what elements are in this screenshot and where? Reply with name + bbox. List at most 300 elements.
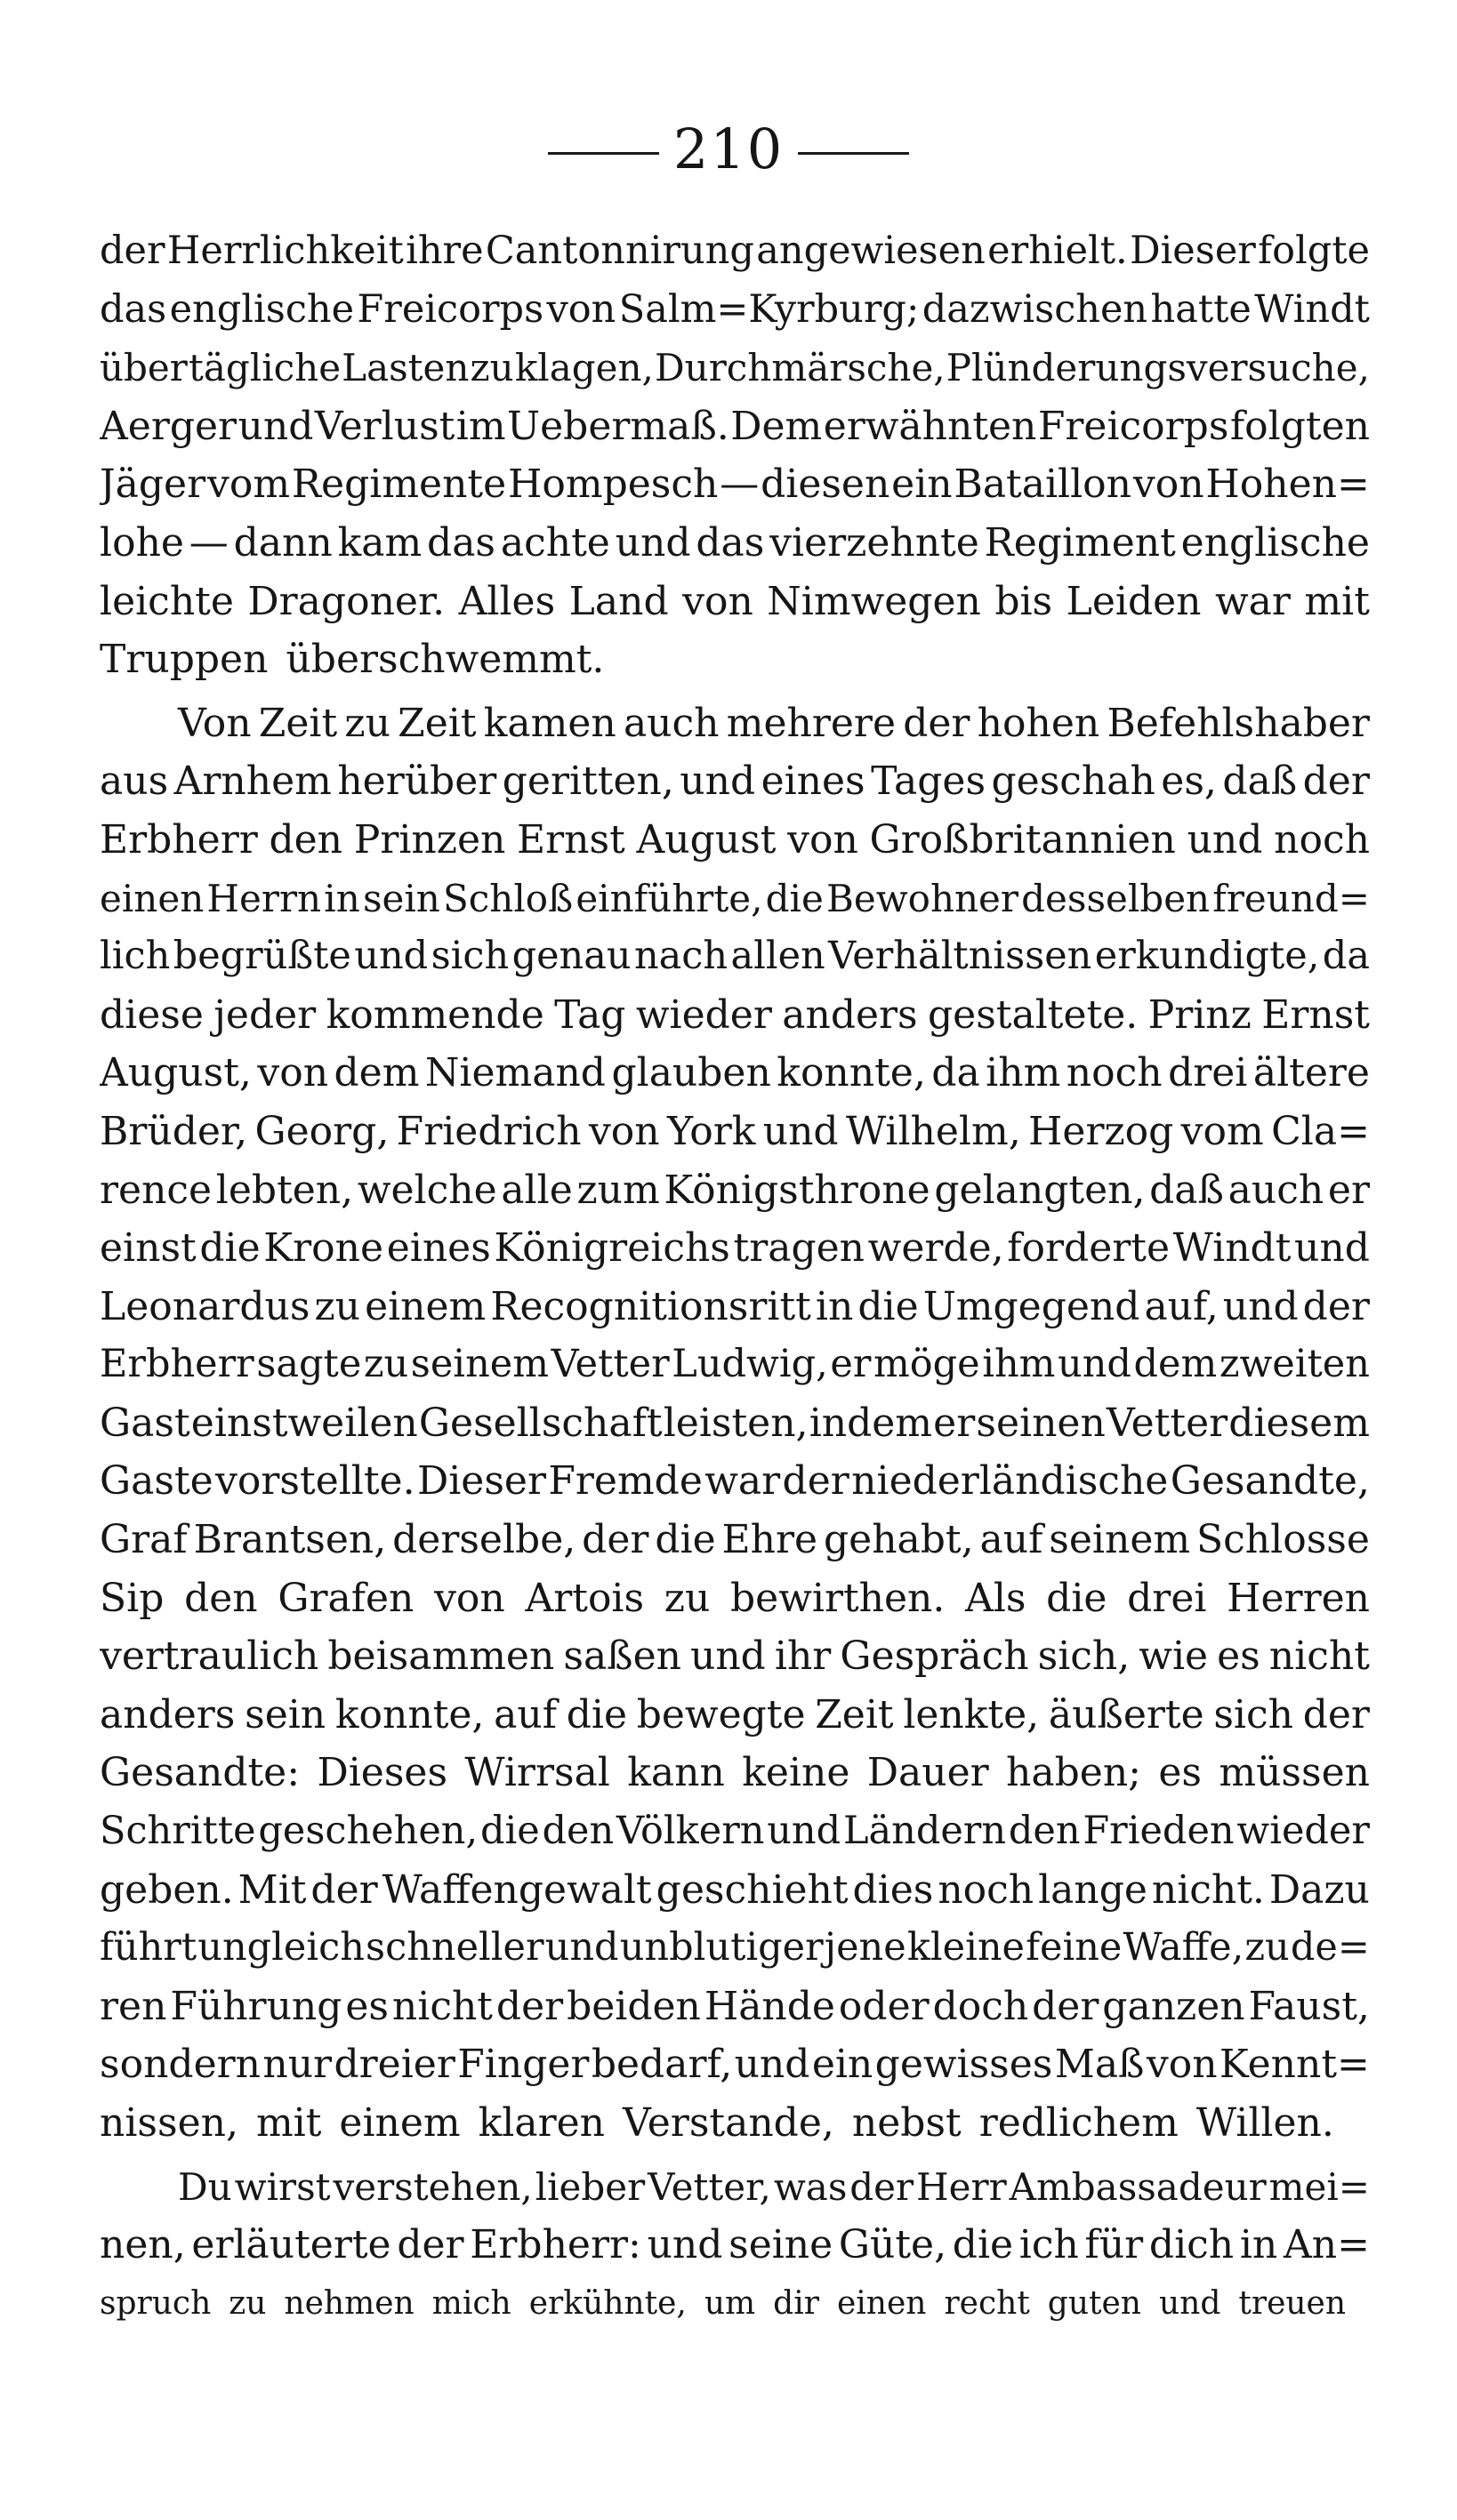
word: Güte, xyxy=(838,2222,947,2268)
word: es xyxy=(1158,1750,1202,1796)
word: einem xyxy=(365,1283,487,1329)
word: und xyxy=(1294,1225,1370,1272)
word: und xyxy=(767,1809,841,1854)
word: doch xyxy=(932,1983,1029,2029)
text-line xyxy=(100,2216,1370,2275)
word: vertraulich xyxy=(100,1633,319,1680)
word: Windt xyxy=(1172,1225,1292,1272)
word: es xyxy=(345,1983,389,2029)
word: Dieser xyxy=(416,1458,546,1505)
word: Lasten xyxy=(342,346,470,390)
word: einen xyxy=(100,876,205,920)
word: bis xyxy=(994,578,1053,624)
word: Verhältnissen xyxy=(828,934,1092,979)
text-line xyxy=(100,986,1370,1045)
word: und xyxy=(1158,2284,1221,2322)
word: die xyxy=(765,876,824,920)
word: Willen. xyxy=(1195,2100,1334,2146)
word: dem xyxy=(334,1050,420,1096)
word: den xyxy=(1008,1809,1081,1854)
word: nur xyxy=(262,2042,333,2088)
word: geben. xyxy=(100,1866,234,1913)
word: den xyxy=(542,1809,615,1854)
word: ein xyxy=(891,461,953,508)
word: rence xyxy=(100,1167,213,1213)
word: und xyxy=(354,934,429,979)
body-text xyxy=(100,222,1370,2332)
word: — xyxy=(189,519,229,566)
word: begrüßte xyxy=(173,934,351,979)
word: hohen xyxy=(977,700,1100,746)
text-line xyxy=(100,1161,1370,1220)
word: zu xyxy=(363,1342,409,1387)
word: noch xyxy=(1066,1050,1163,1096)
word: der xyxy=(100,229,165,273)
word: der xyxy=(1302,1283,1370,1329)
word: ihre xyxy=(406,229,484,273)
word: Sip xyxy=(100,1575,165,1621)
word: konnte, xyxy=(334,1691,485,1738)
word: Frieden xyxy=(1083,1809,1235,1854)
word: es, xyxy=(1161,758,1217,805)
word: Ernst xyxy=(1261,991,1370,1038)
text-line xyxy=(100,2158,1370,2217)
word: seine xyxy=(728,2222,833,2268)
word: erwähnten xyxy=(823,403,1037,449)
word: Nimwegen xyxy=(767,578,981,624)
word: zu xyxy=(344,700,390,746)
word: Bataillon xyxy=(954,461,1132,508)
word: und xyxy=(544,1925,619,1970)
text-line xyxy=(100,1103,1370,1161)
word: Gesandte, xyxy=(1170,1458,1370,1505)
word: überschwemmt. xyxy=(286,637,605,683)
page-number: 210 xyxy=(672,116,785,181)
word: achte xyxy=(500,519,610,566)
word: dazwischen xyxy=(922,286,1148,332)
word: kam xyxy=(337,519,423,566)
text-line xyxy=(100,339,1370,397)
word: folgten xyxy=(1229,403,1370,449)
word: Verlust xyxy=(314,403,455,449)
word: der xyxy=(782,1458,849,1505)
word: nicht. xyxy=(1151,1866,1265,1913)
word: sich xyxy=(1213,1691,1293,1738)
word: dir xyxy=(773,2284,819,2322)
word: Ländern xyxy=(842,1809,1007,1854)
word: das xyxy=(100,286,167,332)
word: gelangten, xyxy=(934,1167,1146,1213)
word: schneller xyxy=(366,1925,544,1970)
word: Tag xyxy=(554,991,626,1038)
text-line xyxy=(100,1802,1370,1861)
word: August xyxy=(636,816,777,863)
text-line xyxy=(100,2094,1370,2153)
word: Artois xyxy=(525,1575,645,1621)
text-line xyxy=(100,455,1370,514)
text-line xyxy=(100,222,1370,281)
word: sondern xyxy=(100,2042,261,2088)
text-line xyxy=(100,630,1370,689)
word: Schritte xyxy=(100,1809,256,1854)
text-line xyxy=(100,1744,1370,1802)
word: Uebermaß. xyxy=(507,403,729,449)
word: kann xyxy=(627,1750,725,1796)
word: Truppen xyxy=(100,637,269,683)
word: guten xyxy=(1047,2284,1141,2322)
word: beisammen xyxy=(327,1633,555,1680)
word: das xyxy=(427,519,496,566)
word: Königreichs xyxy=(494,1225,730,1272)
word: nicht xyxy=(391,1983,493,2029)
word: wieder xyxy=(1236,1809,1370,1854)
word: lich xyxy=(100,934,171,979)
word: von xyxy=(434,1575,505,1621)
word: August, xyxy=(100,1050,252,1096)
word: Zeit xyxy=(258,700,338,746)
text-line xyxy=(100,1278,1370,1336)
word: der xyxy=(582,1517,649,1563)
word: und xyxy=(690,1633,766,1680)
word: seinen xyxy=(976,1400,1106,1446)
word: er xyxy=(1327,1167,1370,1213)
word: indem xyxy=(809,1400,933,1446)
word: Gast xyxy=(100,1400,190,1446)
text-line xyxy=(100,1978,1370,2036)
word: von xyxy=(682,578,753,624)
word: klagen, xyxy=(514,346,654,390)
word: noch xyxy=(938,1866,1034,1913)
word: die xyxy=(857,1283,919,1329)
word: er xyxy=(830,1342,872,1387)
word: die xyxy=(199,1225,261,1272)
word: und xyxy=(647,2222,723,2268)
word: diese xyxy=(100,991,204,1038)
word: war xyxy=(704,1458,781,1505)
word: dem xyxy=(1133,1342,1218,1387)
word: auch xyxy=(623,700,720,746)
word: Herzog xyxy=(1028,1108,1174,1154)
word: mit xyxy=(1304,578,1370,624)
word: zu xyxy=(470,346,514,390)
word: verstehen, xyxy=(333,2164,533,2209)
word: York xyxy=(666,1108,756,1154)
word: Zeit xyxy=(815,1691,894,1738)
word: sich, xyxy=(1037,1633,1131,1680)
word: und xyxy=(615,519,691,566)
text-line xyxy=(100,1919,1370,1978)
word: zu xyxy=(314,1283,361,1329)
word: gestaltete. xyxy=(928,991,1139,1038)
word: der xyxy=(1302,758,1370,805)
word: auf xyxy=(979,1517,1043,1563)
word: freund= xyxy=(1212,876,1370,920)
word: der xyxy=(1032,1983,1099,2029)
word: lenkte, xyxy=(903,1691,1040,1738)
word: derselbe, xyxy=(392,1517,576,1563)
word: zweiten xyxy=(1219,1342,1370,1387)
word: Salm=Kyrburg; xyxy=(618,286,920,332)
word: ihm xyxy=(982,1342,1056,1387)
word: aus xyxy=(100,758,169,805)
word: kleine xyxy=(906,1925,1025,1970)
word: keine xyxy=(742,1750,850,1796)
word: Dieser xyxy=(1130,229,1256,273)
word: mich xyxy=(431,2284,511,2322)
word: im xyxy=(455,403,506,449)
text-line xyxy=(100,1044,1370,1103)
word: Erbherr xyxy=(100,1342,254,1387)
word: Freicorps xyxy=(1037,403,1229,449)
word: der xyxy=(903,700,970,746)
word: englische xyxy=(1180,519,1370,566)
word: Prinzen xyxy=(353,816,506,863)
word: drei xyxy=(1127,1575,1207,1621)
word: Fremde xyxy=(548,1458,703,1505)
word: und xyxy=(734,2042,810,2088)
word: Freicorps xyxy=(357,286,544,332)
word: saßen xyxy=(563,1633,681,1680)
word: gewisses xyxy=(874,2042,1053,2088)
word: daß xyxy=(1222,758,1298,805)
text-line xyxy=(100,1219,1370,1278)
word: ungleich xyxy=(197,1925,365,1970)
word: der xyxy=(310,1866,378,1913)
word: nehmen xyxy=(284,2284,415,2322)
text-line xyxy=(100,1511,1370,1569)
word: Kennt= xyxy=(1219,2042,1370,2088)
word: recht xyxy=(944,2284,1030,2322)
word: Waffengewalt xyxy=(382,1866,652,1913)
word: Befehlshaber xyxy=(1107,700,1370,746)
word: die xyxy=(655,1517,716,1563)
word: Windt xyxy=(1254,286,1370,332)
word: Hände xyxy=(704,1983,835,2029)
word: Vetter xyxy=(1106,1400,1228,1446)
paragraph xyxy=(100,694,1370,2153)
word: Von xyxy=(178,700,252,746)
text-line xyxy=(100,1394,1370,1453)
word: Finger xyxy=(457,2042,590,2088)
word: für xyxy=(1084,2222,1144,2268)
word: Herrlichkeit xyxy=(166,229,404,273)
word: folgte xyxy=(1258,229,1370,273)
word: zu xyxy=(664,1575,711,1621)
word: haben; xyxy=(1006,1750,1141,1796)
word: bedarf, xyxy=(591,2042,733,2088)
word: Erbherr: xyxy=(470,2222,641,2268)
word: Prinz xyxy=(1147,991,1252,1038)
word: und xyxy=(680,758,756,805)
word: sein xyxy=(245,1691,326,1738)
word: Vetter xyxy=(551,1342,670,1387)
text-line xyxy=(100,573,1370,631)
word: geschieht xyxy=(656,1866,849,1913)
word: Dauer xyxy=(866,1750,989,1796)
word: einen xyxy=(836,2284,927,2322)
word: dies xyxy=(852,1866,934,1913)
word: Großbritannien xyxy=(869,816,1176,863)
word: unblutiger xyxy=(619,1925,824,1970)
word: Schlosse xyxy=(1196,1517,1370,1563)
word: anders xyxy=(100,1691,236,1738)
word: Ernst xyxy=(517,816,625,863)
word: und xyxy=(1058,1342,1131,1387)
word: Ehre xyxy=(721,1517,818,1563)
word: einführte, xyxy=(576,876,763,920)
word: eines xyxy=(386,1225,491,1272)
word: den xyxy=(184,1575,258,1621)
text-line xyxy=(100,811,1370,870)
word: genau xyxy=(511,934,632,979)
word: Völkern xyxy=(616,1809,765,1854)
word: Herr xyxy=(916,2164,1007,2209)
word: nicht xyxy=(1268,1633,1370,1680)
word: der xyxy=(397,2222,464,2268)
word: vierzehnte xyxy=(769,519,979,566)
text-line xyxy=(100,1686,1370,1745)
word: lange xyxy=(1038,1866,1147,1913)
word: erhielt. xyxy=(987,229,1128,273)
word: Du xyxy=(178,2164,232,2209)
word: Erbherr xyxy=(100,816,258,863)
word: jeder xyxy=(213,991,317,1038)
word: Friedrich xyxy=(396,1108,582,1154)
word: Dazu xyxy=(1268,1866,1370,1913)
word: diesem xyxy=(1228,1400,1370,1446)
word: tägliche xyxy=(188,346,342,390)
header-rule-right xyxy=(798,152,909,155)
word: Brantsen, xyxy=(193,1517,387,1563)
word: leichte xyxy=(100,578,234,624)
word: Jäger xyxy=(100,461,206,508)
word: Waffe, xyxy=(1123,1925,1244,1970)
text-line xyxy=(100,397,1370,456)
word: dich xyxy=(1148,2222,1235,2268)
word: Verstande, xyxy=(623,2100,834,2146)
word: Aerger xyxy=(100,403,237,449)
word: erkundigte, xyxy=(1094,934,1320,979)
paragraph xyxy=(100,222,1370,689)
paragraph xyxy=(100,2158,1370,2333)
word: welche xyxy=(357,1167,497,1213)
word: Führung xyxy=(170,1983,342,2029)
word: Dem xyxy=(730,403,823,449)
word: da xyxy=(931,1050,980,1096)
word: Faust, xyxy=(1248,1983,1370,2029)
text-line xyxy=(100,870,1370,928)
word: zu xyxy=(229,2284,267,2322)
word: desselben xyxy=(1021,876,1211,920)
word: Grafen xyxy=(278,1575,415,1621)
word: Niemand xyxy=(424,1050,606,1096)
word: drei xyxy=(1168,1050,1248,1096)
word: ich xyxy=(1018,2222,1079,2268)
word: Umgegend xyxy=(922,1283,1140,1329)
word: Bewohner xyxy=(826,876,1018,920)
word: sein xyxy=(362,876,440,920)
header-rule-left xyxy=(548,152,659,155)
word: Hompesch xyxy=(508,461,719,508)
word: wirst xyxy=(234,2164,331,2209)
word: wieder xyxy=(635,991,772,1038)
word: war xyxy=(1214,578,1291,624)
page-header xyxy=(0,105,1457,194)
word: hatte xyxy=(1150,286,1252,332)
word: zu xyxy=(1244,1925,1290,1970)
word: sich xyxy=(431,934,510,979)
word: Gespräch xyxy=(840,1633,1029,1680)
word: Mit xyxy=(237,1866,307,1913)
word: An= xyxy=(1283,2222,1370,2268)
word: kamen xyxy=(483,700,616,746)
word: äußerte xyxy=(1048,1691,1204,1738)
word: sagte xyxy=(256,1342,362,1387)
word: seinem xyxy=(1049,1517,1191,1563)
word: nebst xyxy=(851,2100,962,2146)
word: Wilhelm, xyxy=(845,1108,1021,1154)
word: spruch xyxy=(100,2284,212,2322)
word: die xyxy=(566,1691,627,1738)
word: von xyxy=(1146,2042,1218,2088)
word: Zeit xyxy=(398,700,477,746)
word: angewiesen xyxy=(756,229,986,273)
word: um xyxy=(704,2284,756,2322)
word: führt xyxy=(100,1925,197,1970)
word: diesen xyxy=(761,461,890,508)
word: leisten, xyxy=(663,1400,809,1446)
word: erkühnte, xyxy=(528,2284,687,2322)
word: englische xyxy=(169,286,355,332)
word: niederländische xyxy=(851,1458,1169,1505)
word: und xyxy=(1187,816,1263,863)
word: und xyxy=(762,1108,839,1154)
word: das xyxy=(696,519,765,566)
text-line xyxy=(100,927,1370,986)
word: Regimente xyxy=(291,461,507,508)
word: daß xyxy=(1149,1167,1224,1213)
text-line xyxy=(100,514,1370,573)
word: Alles xyxy=(458,578,556,624)
text-line xyxy=(100,752,1370,811)
word: Gaste xyxy=(100,1458,213,1505)
word: Leiden xyxy=(1066,578,1202,624)
word: tragen xyxy=(733,1225,865,1272)
word: und xyxy=(237,403,314,449)
word: müssen xyxy=(1219,1750,1370,1796)
word: Ludwig, xyxy=(672,1342,828,1387)
word: vom xyxy=(1180,1108,1264,1154)
word: Ambassadeur xyxy=(1009,2164,1267,2209)
word: Gesandte: xyxy=(100,1750,301,1796)
word: in xyxy=(324,876,360,920)
word: nach xyxy=(633,934,728,979)
word: de= xyxy=(1290,1925,1370,1970)
text-line xyxy=(100,1861,1370,1920)
word: Königsthrone xyxy=(664,1167,930,1213)
word: Cantonnirung xyxy=(485,229,754,273)
word: Leonardus xyxy=(100,1283,310,1329)
word: eines xyxy=(761,758,865,805)
word: Plünderungsversuche, xyxy=(946,346,1370,390)
word: die xyxy=(1046,1575,1107,1621)
word: Durchmärsche, xyxy=(655,346,946,390)
word: Gesellschaft xyxy=(418,1400,663,1446)
word: von xyxy=(588,1108,660,1154)
word: anders xyxy=(782,991,918,1038)
word: nen, xyxy=(100,2222,186,2268)
word: Krone xyxy=(263,1225,384,1272)
